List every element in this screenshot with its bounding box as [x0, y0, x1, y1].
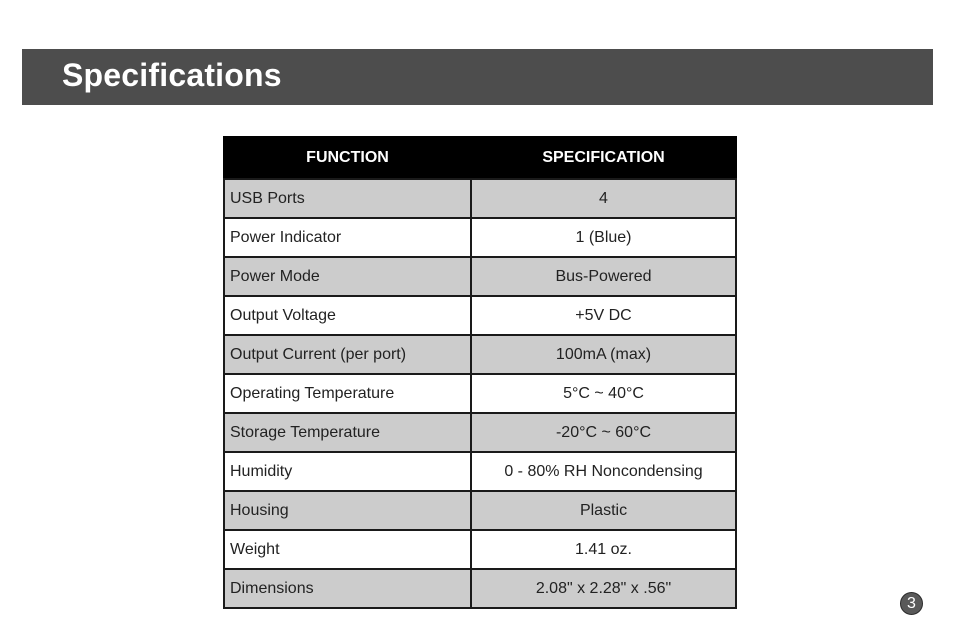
specification-cell: 2.08" x 2.28" x .56": [471, 569, 736, 608]
function-cell: Weight: [224, 530, 471, 569]
table-row: [224, 452, 736, 491]
table-row: [224, 296, 736, 335]
table-row: [224, 530, 736, 569]
table-row: [224, 569, 736, 608]
function-cell: Humidity: [224, 452, 471, 491]
table-row: [224, 218, 736, 257]
column-header-specification: SPECIFICATION: [471, 137, 736, 179]
specification-cell: 4: [471, 179, 736, 218]
function-cell: Output Current (per port): [224, 335, 471, 374]
specification-cell: 1 (Blue): [471, 218, 736, 257]
function-cell: Output Voltage: [224, 296, 471, 335]
specification-cell: 100mA (max): [471, 335, 736, 374]
function-cell: Power Mode: [224, 257, 471, 296]
table-row: [224, 257, 736, 296]
specification-cell: 0 - 80% RH Noncondensing: [471, 452, 736, 491]
table-row: [224, 179, 736, 218]
function-cell: Operating Temperature: [224, 374, 471, 413]
specification-cell: +5V DC: [471, 296, 736, 335]
specification-cell: Bus-Powered: [471, 257, 736, 296]
function-cell: Housing: [224, 491, 471, 530]
function-cell: Storage Temperature: [224, 413, 471, 452]
function-cell: USB Ports: [224, 179, 471, 218]
specification-cell: -20°C ~ 60°C: [471, 413, 736, 452]
specification-cell: 1.41 oz.: [471, 530, 736, 569]
specification-cell: Plastic: [471, 491, 736, 530]
function-cell: Dimensions: [224, 569, 471, 608]
page-title: Specifications: [62, 57, 282, 93]
table-row: [224, 491, 736, 530]
function-cell: Power Indicator: [224, 218, 471, 257]
specification-cell: 5°C ~ 40°C: [471, 374, 736, 413]
table-header-row: [224, 137, 736, 179]
table-row: [224, 335, 736, 374]
column-header-function: FUNCTION: [224, 137, 471, 179]
page-number-badge: 3: [900, 592, 923, 615]
table-row: [224, 374, 736, 413]
specifications-table: [223, 136, 737, 609]
section-header-bar: [22, 49, 933, 105]
table-row: [224, 413, 736, 452]
